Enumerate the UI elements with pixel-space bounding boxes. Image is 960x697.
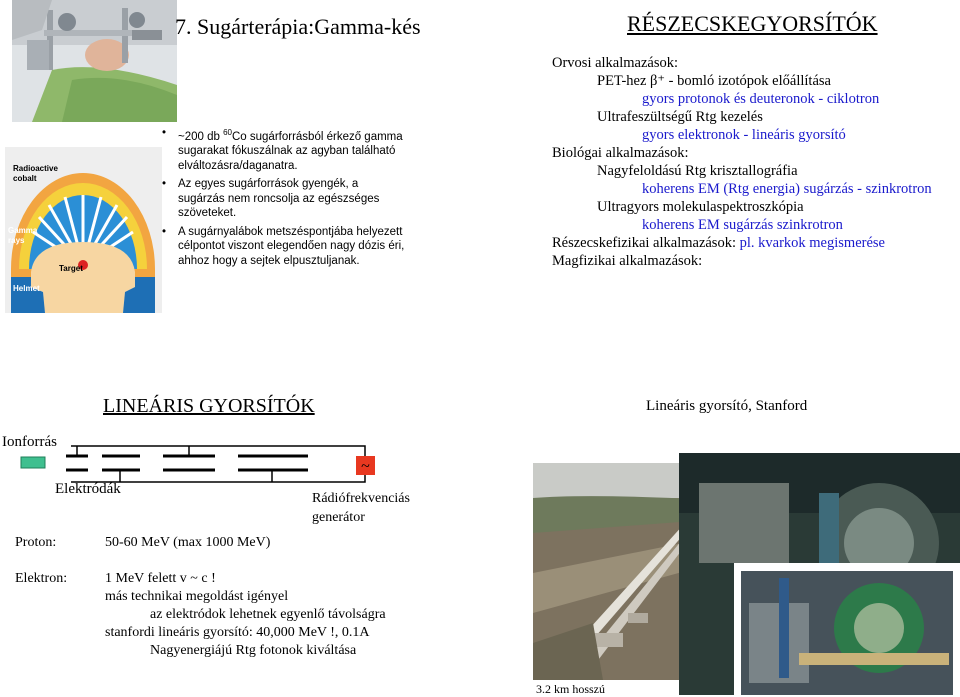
stanford-interior-photo xyxy=(679,453,960,695)
bullet-item: • A sugárnyalábok metszéspontjába helyezett célpontot viszont elegendően nagy dózis éri, ahhoz hogy a sejtek elpusztuljanak. xyxy=(162,225,405,267)
rf-generator-label-2: generátor xyxy=(312,510,365,525)
electrodes-label: Elektródák xyxy=(55,481,121,497)
app-line: koherens EM (Rtg energia) sugárzás - szinkrotron xyxy=(642,181,932,197)
app-line: gyors protonok és deuteronok - ciklotron xyxy=(642,91,880,107)
app-line: Nagyfeloldású Rtg krisztallográfia xyxy=(597,163,798,179)
stanford-caption: Lineáris gyorsító, Stanford xyxy=(646,398,808,414)
linear-accelerators-title: LINEÁRIS GYORSÍTÓK xyxy=(103,395,315,417)
photo-caption: 3.2 km hosszú xyxy=(536,682,605,696)
bullet-item: • Az egyes sugárforrások gyengék, a sugárzás nem roncsolja az egészséges szöveteket. xyxy=(162,178,380,220)
diagram-label-target: Target xyxy=(59,264,83,273)
electron-line: az elektródok lehetnek egyenlő távolságra xyxy=(150,607,386,622)
particle-physics-line: Részecskefizikai alkalmazások: pl. kvarkok megismerése xyxy=(552,235,885,251)
gamma-knife-title: 7. Sugárterápia:Gamma-kés xyxy=(175,14,421,39)
electron-line: 1 MeV felett v ~ c ! xyxy=(105,571,216,586)
electron-line: Nagyenergiájú Rtg fotonok kiváltása xyxy=(150,643,357,658)
rf-symbol: ~ xyxy=(361,458,370,475)
rf-generator-label-1: Rádiófrekvenciás xyxy=(312,491,410,506)
app-line: Orvosi alkalmazások: xyxy=(552,55,679,71)
diagram-label-gamma-2: rays xyxy=(8,236,25,245)
ion-source-box xyxy=(21,457,45,468)
proton-label: Proton: xyxy=(15,535,57,550)
app-line: PET-hez β⁺ - bomló izotópok előállítása xyxy=(597,73,831,89)
app-line: Biológai alkalmazások: xyxy=(552,145,689,161)
app-line: gyors elektronok - lineáris gyorsító xyxy=(642,127,846,143)
diagram-label-cobalt-1: Radioactive xyxy=(13,164,58,173)
electron-line: más technikai megoldást igényel xyxy=(105,589,289,604)
bullet-item: • ~200 db $^{60}$Co sugárforrásból érkező gamma sugarakat fókuszálnak az agyban található elváltozásra/daganatra. xyxy=(162,127,403,172)
electron-line: stanfordi lineáris gyorsító: 40,000 MeV !, 0.1A xyxy=(105,625,370,640)
ion-source-label: Ionforrás xyxy=(2,434,57,450)
nuclear-physics-line: Magfizikai alkalmazások: xyxy=(552,253,703,269)
gamma-knife-photo xyxy=(12,0,177,122)
proton-value: 50-60 MeV (max 1000 MeV) xyxy=(105,535,271,550)
app-line: koherens EM sugárzás szinkrotron xyxy=(642,217,843,233)
gamma-knife-bullets xyxy=(160,126,405,272)
app-line: Ultrafeszültségű Rtg kezelés xyxy=(597,109,763,125)
diagram-label-cobalt-2: cobalt xyxy=(13,174,37,183)
electron-label: Elektron: xyxy=(15,571,68,586)
accelerators-title: RÉSZECSKEGYORSÍTÓK xyxy=(627,11,878,36)
gamma-helmet-diagram xyxy=(5,147,162,313)
diagram-label-gamma-1: Gamma xyxy=(8,226,38,235)
diagram-label-helmet: Helmet xyxy=(13,284,40,293)
app-line: Ultragyors molekulaspektroszkópia xyxy=(597,199,804,215)
